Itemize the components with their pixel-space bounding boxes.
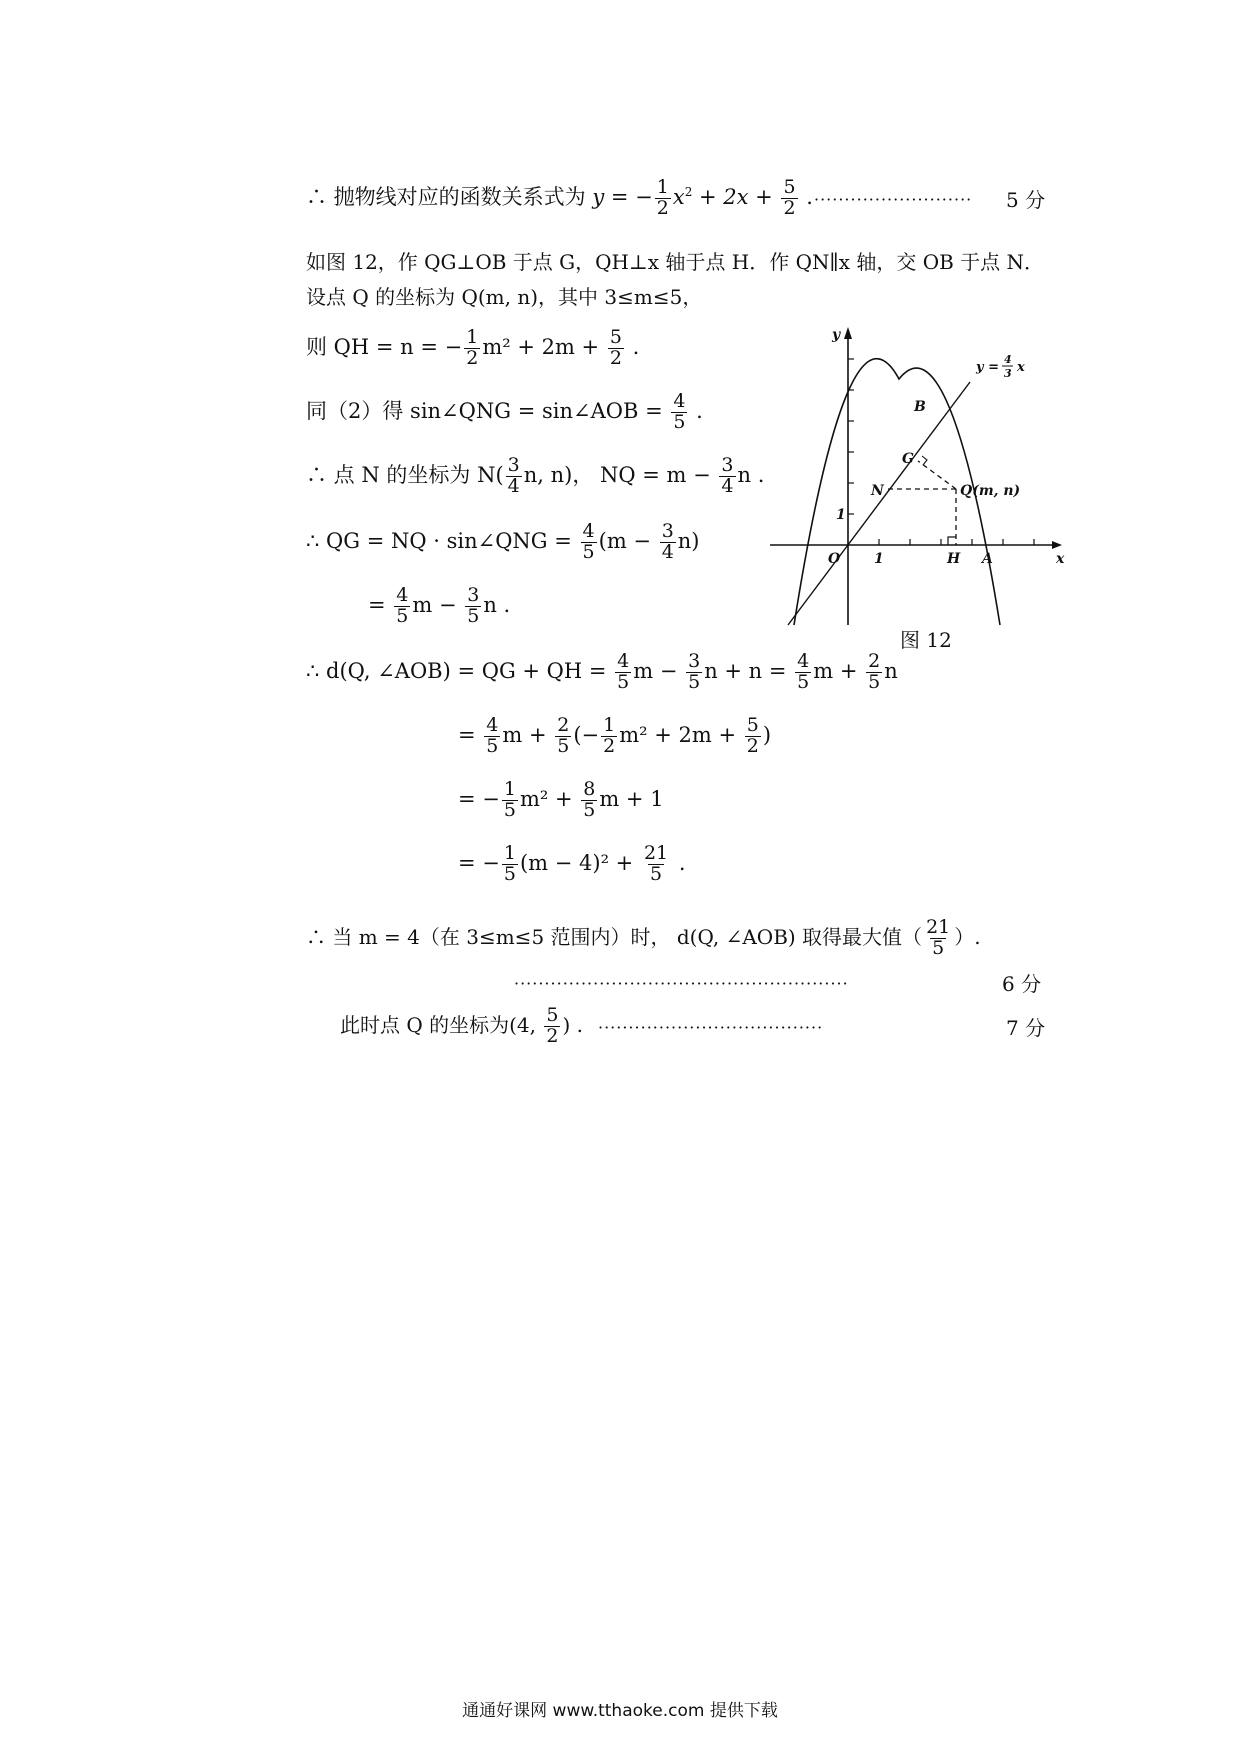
fraction: $\frac{1}{2}$: [466, 326, 479, 369]
label-one-y: 1: [836, 507, 846, 523]
fraction: $\frac{1}{5}$: [503, 778, 516, 821]
conclusion-point-q: 此时点 Q 的坐标为(4, $\frac{5}{2}$ ) .: [340, 1004, 583, 1047]
line-equation-label: [975, 353, 1025, 380]
fraction: $\frac{5}{2}$: [746, 714, 759, 757]
label-h: H: [947, 551, 961, 567]
conclusion-maximum: ∴ 当 m = 4（在 3≤m≤5 范围内）时， d(Q, ∠AOB) 取得最大值（ $\frac{21}{5}$ ）.: [306, 916, 981, 959]
formula-parabola: ∴ 抛物线对应的函数关系式为 y = − $\frac{1}{2}$ $x^2 + 2x$ + $\frac{5}{2}$ .: [306, 176, 813, 219]
label-y: y: [832, 327, 841, 343]
right-angle-h: [948, 537, 956, 545]
segment-qg: [918, 461, 956, 489]
y-axis-arrow: [844, 327, 852, 339]
dot-leader: ··························: [814, 190, 973, 209]
paragraph-construction: 如图 12，作 QG⊥OB 于点 G，QH⊥x 轴于点 H．作 QN∥x 轴，交 OB 于点 N．: [306, 250, 1045, 274]
fraction: $\frac{4}{5}$: [797, 650, 810, 693]
formula-qh: 则 QH = n = − $\frac{1}{2}$ m² + 2m + $\frac{5}{2}$ .: [306, 326, 640, 369]
label-g: G: [902, 451, 914, 467]
svg-text:4: 4: [1004, 353, 1012, 366]
formula-distance-step3: = − $\frac{1}{5}$ (m − 4)² + $\frac{21}{5}$ .: [458, 842, 686, 885]
fraction: $\frac{3}{4}$: [661, 520, 674, 563]
score-label: 6 分: [1002, 972, 1042, 996]
fraction: $\frac{1}{2}$: [656, 176, 669, 219]
fraction: $\frac{1}{2}$: [603, 714, 616, 757]
fraction: $\frac{4}{5}$: [582, 520, 595, 563]
label-x: x: [1056, 551, 1065, 567]
label-o: O: [828, 551, 841, 567]
figure-12: [770, 325, 1070, 665]
x-axis-arrow: [1052, 541, 1062, 549]
fraction: $\frac{3}{5}$: [467, 584, 480, 627]
fraction: $\frac{8}{5}$: [583, 778, 596, 821]
dot-leader: ·······················································: [514, 974, 849, 993]
fraction: $\frac{4}{5}$: [486, 714, 499, 757]
svg-text:3: 3: [1004, 367, 1012, 380]
label-b: B: [914, 399, 926, 415]
fraction: $\frac{4}{5}$: [673, 390, 686, 433]
score-label: 7 分: [1006, 1016, 1046, 1040]
fraction: $\frac{5}{2}$: [609, 326, 622, 369]
fraction: $\frac{4}{5}$: [617, 650, 630, 693]
fraction: $\frac{21}{5}$: [926, 916, 951, 959]
fraction: $\frac{3}{4}$: [721, 454, 734, 497]
formula-distance-step2: = − $\frac{1}{5}$ m² + $\frac{8}{5}$ m + 1: [458, 778, 664, 821]
formula-qg-simplified: = $\frac{4}{5}$ m − $\frac{3}{5}$ n .: [368, 584, 511, 627]
fraction: $\frac{2}{5}$: [868, 650, 881, 693]
fraction: $\frac{2}{5}$: [557, 714, 570, 757]
figure-caption: 图 12: [900, 628, 952, 652]
fraction: $\frac{1}{5}$: [503, 842, 516, 885]
label-a: A: [982, 551, 993, 567]
dot-leader: ·····································: [598, 1018, 824, 1037]
fraction: $\frac{3}{5}$: [688, 650, 701, 693]
score-label: 5 分: [1006, 188, 1046, 212]
label-n: N: [871, 483, 884, 499]
svg-text:y =: y =: [976, 360, 999, 375]
fraction: $\frac{21}{5}$: [643, 842, 669, 885]
fraction: $\frac{4}{5}$: [396, 584, 409, 627]
fraction: $\frac{5}{2}$: [783, 176, 796, 219]
label-q: Q(m, n): [960, 483, 1021, 499]
formula-distance-step1: = $\frac{4}{5}$ m + $\frac{2}{5}$ (− $\frac{1}{2}$ m² + 2m + $\frac{5}{2}$ ): [458, 714, 772, 757]
fraction: $\frac{5}{2}$: [546, 1004, 559, 1047]
formula-sin: 同（2）得 sin∠QNG = sin∠AOB = $\frac{4}{5}$ .: [306, 390, 703, 433]
formula-distance: ∴ d(Q, ∠AOB) = QG + QH = $\frac{4}{5}$ m − $\frac{3}{5}$ n + n = $\frac{4}{5}$ m + $\frac{2}{5}$ n: [306, 650, 898, 693]
footer-source: 通通好课网 www.tthaoke.com 提供下载: [462, 1701, 778, 1721]
right-angle-g: [922, 456, 927, 465]
formula-qg: ∴ QG = NQ · sin∠QNG = $\frac{4}{5}$ (m − $\frac{3}{4}$ n): [306, 520, 700, 563]
paragraph-coordinates: 设点 Q 的坐标为 Q(m, n)，其中 3≤m≤5，: [306, 285, 703, 309]
label-one-x: 1: [874, 551, 884, 567]
axis-ticks: [848, 359, 1034, 545]
svg-text:x: x: [1017, 360, 1025, 375]
fraction: $\frac{3}{4}$: [507, 454, 520, 497]
formula-point-n: ∴ 点 N 的坐标为 N( $\frac{3}{4}$ n, n)， NQ = m − $\frac{3}{4}$ n .: [306, 454, 765, 497]
